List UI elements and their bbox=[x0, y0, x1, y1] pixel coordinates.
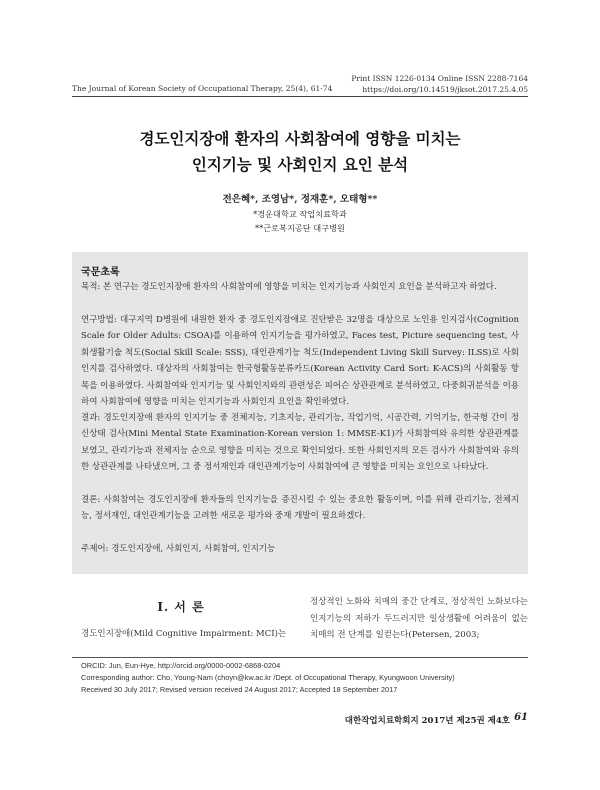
abstract-heading: 국문초록 bbox=[81, 267, 120, 278]
abstract-methods: 연구방법: 대구지역 D병원에 내원한 환자 중 경도인지장애로 진단받은 32명을 대상으로 노인용 인지검사(Cognition Scale for Older Adults: CSOA)를 이용하여 인지기능을 평가하였고, Faces test, Picture sequencing test, 사회생활기술 척도(Social Skill Scale: SSS), 대인관계기능 척도(Independent Living Skill Survey: ILSS)로 사회인지를 검사하였다. 대상자의 사회참여는 한국형활동분류카드(Korean Activity Card Sort: K-ACS)의 사회활동 항목을 이용하였다. 사회참여와 인지기능 및 사회인지와의 관련성은 피어슨 상관관계로 분석하였고, 다중회귀분석을 이용하여 사회참여에 영향을 미치는 인지기능과 사회인지 요인을 확인하였다. bbox=[81, 315, 519, 408]
paper-title-line2: 인지기능 및 사회인지 요인 분석 bbox=[191, 155, 409, 174]
corresponding-author-note: Corresponding author: Cho, Young-Nam (choyn@kw.ac.kr /Dept. of Occupational Therapy, Kyungwoon University) bbox=[81, 673, 455, 682]
paper-title-line1: 경도인지장애 환자의 사회참여에 영향을 미치는 bbox=[139, 129, 461, 148]
intro-right-column: 정상적인 노화와 치매의 중간 단계로, 정상적인 노화보다는 인지기능의 저하가 두드러지만 일상생활에 어려움이 없는 치매의 전 단계를 일컫는다(Petersen, 2003; bbox=[310, 597, 528, 640]
issn-block bbox=[351, 73, 528, 95]
affiliation-2: **근로복지공단 대구병원 bbox=[255, 223, 345, 233]
page-number: 61 bbox=[514, 712, 528, 723]
received-dates-note: Received 30 July 2017; Revised version received 24 August 2017; Accepted 18 September 2017 bbox=[81, 685, 398, 694]
abstract-keywords: 주제어: 경도인지장애, 사회인지, 사회참여, 인지기능 bbox=[81, 544, 276, 554]
doi-link[interactable]: https://doi.org/10.14519/jksot.2017.25.4.05 bbox=[362, 85, 528, 94]
abstract-purpose: 목적: 본 연구는 경도인지장애 환자의 사회참여에 영향을 미치는 인지기능과 사회인지 요인을 분석하고자 하였다. bbox=[81, 282, 497, 292]
abstract-conclusion: 결론: 사회참여는 경도인지장애 환자들의 인지기능을 증진시킬 수 있는 중요한 활동이며, 이를 위해 관리기능, 전체지능, 정서재인, 대인관계기능을 고려한 새로운 평가와 중재 개발이 필요하겠다. bbox=[81, 495, 519, 522]
section-heading-introduction: Ⅰ. 서 론 bbox=[157, 600, 205, 614]
footer-journal-info: 대한작업치료학회지 2017년 제25권 제4호 bbox=[344, 716, 510, 726]
header-divider bbox=[72, 96, 528, 97]
issn-text: Print ISSN 1226-0134 Online ISSN 2288-7164 bbox=[351, 74, 528, 83]
footnote-divider bbox=[72, 657, 528, 658]
affiliation-1: *경운대학교 작업치료학과 bbox=[253, 209, 347, 219]
journal-citation: The Journal of Korean Society of Occupational Therapy, 25(4), 61-74 bbox=[72, 84, 333, 93]
abstract-results: 결과: 경도인지장애 환자의 인지기능 중 전체지능, 기초지능, 관리기능, 작업기억, 시공간력, 기억기능, 한국형 간이 정신상태 검사(Mini Mental State Examination-Korean version 1: MMSE-K1)가 사회참여와 유의한 상관관계를 보였고, 관리기능과 전체지능 순으로 영향을 미치는 것으로 확인되었다. 또한 사회인지의 모든 검사가 사회참여와 유의한 상관관계를 나타냈으며, 그 중 정서재인과 대인관계기능이 사회참여에 큰 영향을 미치는 요인으로 나타났다. bbox=[81, 413, 519, 473]
author-list: 전은혜*, 조영남*, 정재훈*, 오태형** bbox=[222, 194, 378, 205]
intro-left-column: 경도인지장애(Mild Cognitive Impairment: MCI)는 bbox=[81, 629, 287, 639]
orcid-note: ORCID: Jun, Eun-Hye, http://orcid.org/0000-0002-6868-0204 bbox=[81, 661, 281, 670]
